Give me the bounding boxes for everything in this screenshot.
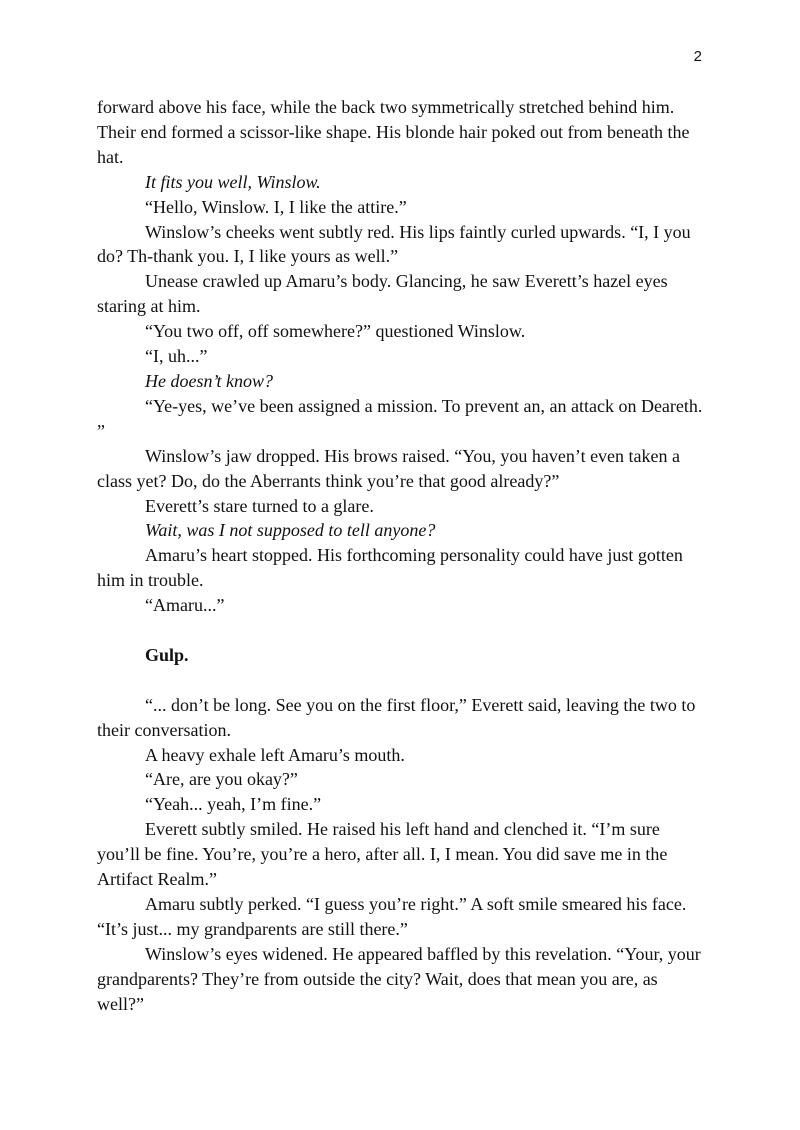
body-text [97, 95, 705, 1017]
paragraph: “Amaru...” [145, 595, 225, 616]
paragraph: Winslow’s cheeks went subtly red. His lips faintly curled upwards. “I, I you do? Th-thank you. I, I like yours as well.” [97, 221, 691, 267]
paragraph: forward above his face, while the back two symmetrically stretched behind him. Their end formed a scissor-like shape. His blonde hair poked out from beneath the hat. [97, 97, 690, 167]
italic-thought: It fits you well, Winslow. [145, 171, 321, 192]
paragraph: Unease crawled up Amaru’s body. Glancing, he saw Everett’s hazel eyes staring at him. [97, 271, 668, 317]
bold-interjection: Gulp. [145, 644, 189, 665]
italic-thought: Wait, was I not supposed to tell anyone? [145, 520, 436, 541]
paragraph: Amaru’s heart stopped. His forthcoming personality could have just gotten him in trouble. [97, 545, 683, 591]
paragraph: Winslow’s jaw dropped. His brows raised. “You, you haven’t even taken a class yet? Do, do the Aberrants think you’re that good already?” [97, 445, 681, 491]
paragraph: “Hello, Winslow. I, I like the attire.” [145, 196, 407, 217]
paragraph: Everett’s stare turned to a glare. [145, 495, 374, 516]
paragraph: Everett subtly smiled. He raised his left hand and clenched it. “I’m sure you’ll be fine. You’re, you’re a hero, after all. I, I mean. You did save me in the Artifact Realm.” [97, 819, 668, 890]
blank-line [97, 618, 705, 643]
paragraph: A heavy exhale left Amaru’s mouth. [145, 744, 405, 765]
paragraph: “... don’t be long. See you on the first floor,” Everett said, leaving the two to their conversation. [97, 694, 696, 740]
paragraph: “You two off, off somewhere?” questioned Winslow. [145, 321, 526, 342]
paragraph: “Yeah... yeah, I’m fine.” [145, 794, 322, 815]
italic-thought: He doesn’t know? [145, 370, 273, 391]
paragraph: Winslow’s eyes widened. He appeared baffled by this revelation. “Your, your grandparents? They’re from outside the city? Wait, does that mean you are, as well?” [97, 943, 701, 1014]
paragraph: “Are, are you okay?” [145, 769, 298, 790]
paragraph: “Ye-yes, we’ve been assigned a mission. To prevent an, an attack on Deareth. ” [97, 395, 703, 441]
paragraph: Amaru subtly perked. “I guess you’re right.” A soft smile smeared his face. “It’s just... my grandparents are still there.” [97, 893, 687, 939]
blank-line [97, 668, 705, 693]
page-number: 2 [693, 48, 702, 65]
paragraph: “I, uh...” [145, 346, 208, 367]
